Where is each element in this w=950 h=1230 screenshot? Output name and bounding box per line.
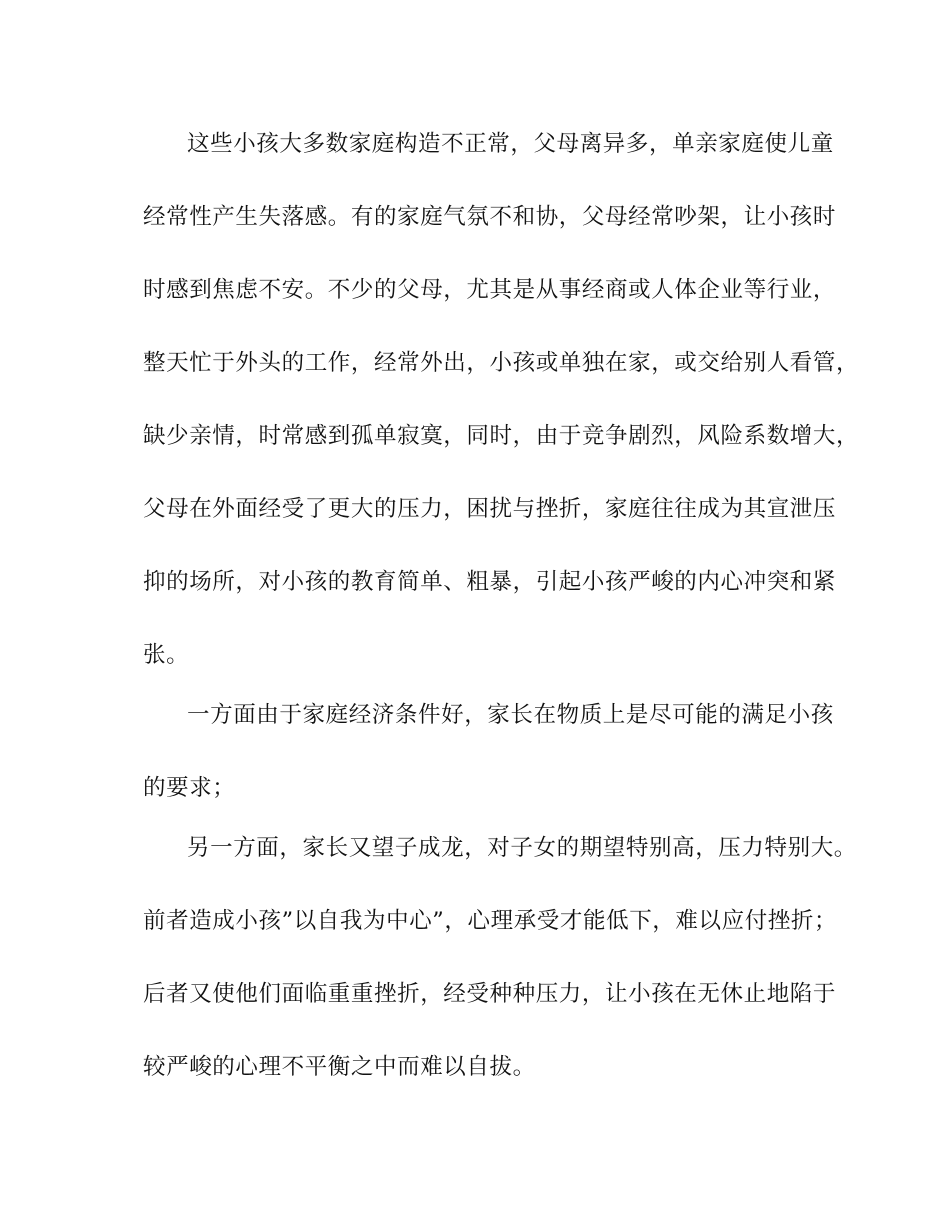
text-line: 后者又使他们面临重重挫折，经受种种压力，让小孩在无休止地陷于 — [143, 981, 837, 1007]
text-line: 这些小孩大多数家庭构造不正常，父母离异多，单亲家庭使儿童 — [187, 131, 834, 157]
text-line: 另一方面，家长又望子成龙，对子女的期望特别高，压力特别大。 — [187, 835, 857, 861]
text-line: 时感到焦虑不安。不少的父母，尤其是从事经商或人体企业等行业， — [143, 277, 837, 303]
text-line: 缺少亲情，时常感到孤单寂寞，同时，由于竞争剧烈，风险系数增大， — [143, 423, 860, 449]
text-line: 前者造成小孩”以自我为中心”，心理承受才能低下，难以应付挫折； — [143, 908, 838, 934]
text-line: 的要求； — [143, 775, 236, 801]
text-line: 抑的场所，对小孩的教育简单、粗暴，引起小孩严峻的内心冲突和紧 — [143, 569, 837, 595]
text-line: 整天忙于外头的工作，经常外出，小孩或单独在家，或交给别人看管， — [143, 350, 860, 376]
text-line: 经常性产生失落感。有的家庭气氛不和协，父母经常吵架，让小孩时 — [143, 204, 837, 230]
text-line: 较严峻的心理不平衡之中而难以自拔。 — [143, 1054, 536, 1080]
text-line: 一方面由于家庭经济条件好，家长在物质上是尽可能的满足小孩 — [187, 702, 834, 728]
text-line: 张。 — [143, 642, 190, 668]
text-line: 父母在外面经受了更大的压力，困扰与挫折，家庭往往成为其宣泄压 — [143, 496, 837, 522]
